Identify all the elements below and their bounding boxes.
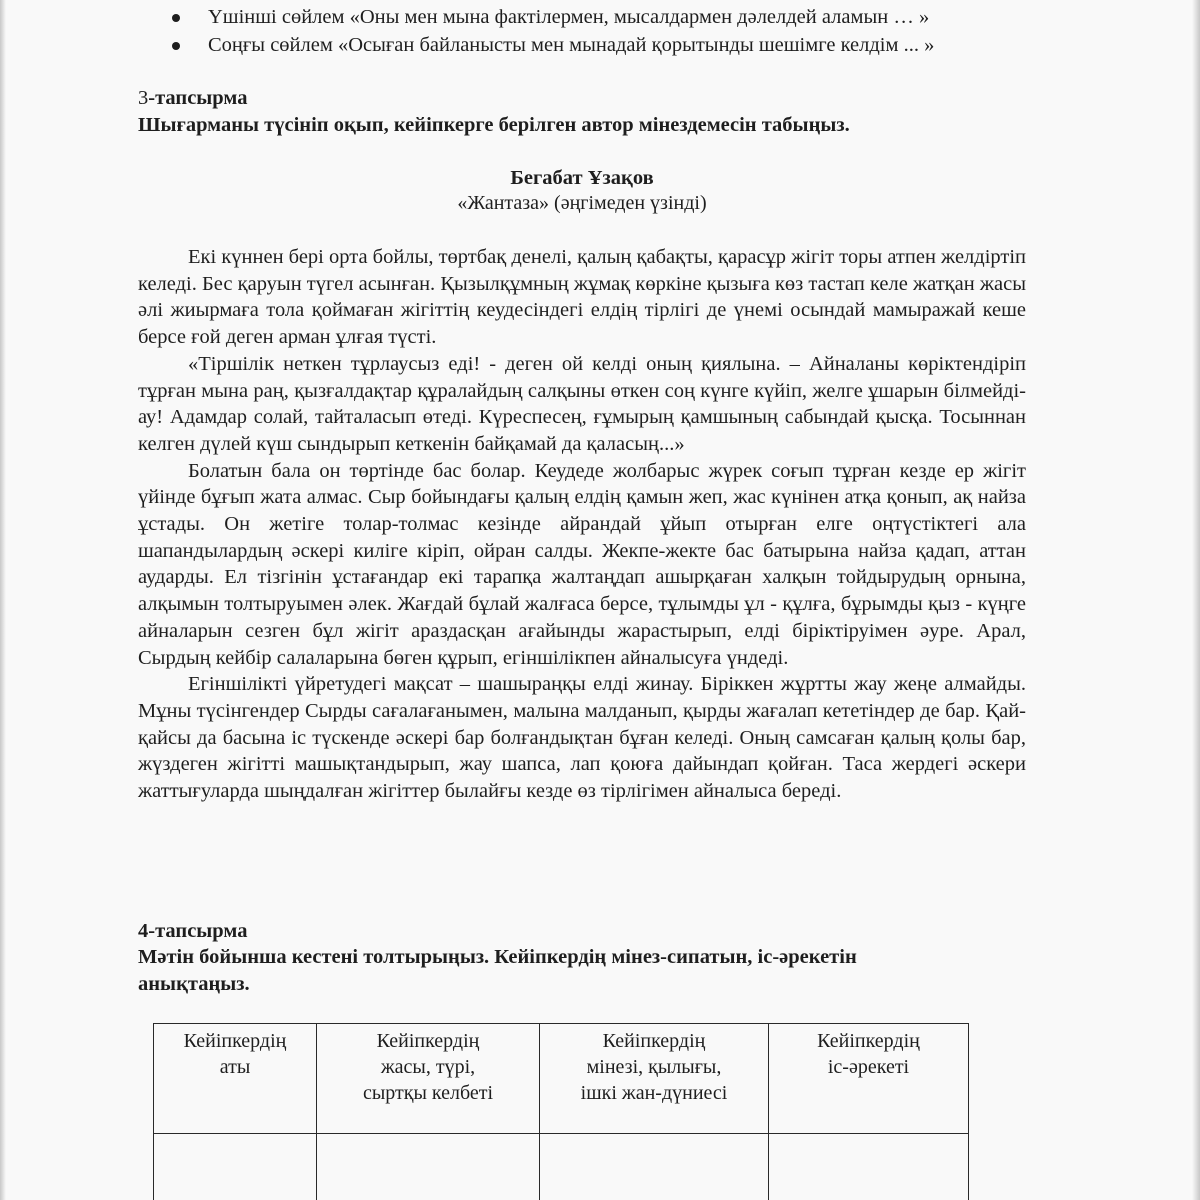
task3-heading <box>138 85 247 112</box>
table-header-cell-character <box>540 1024 769 1134</box>
task3-word: -тапсырма <box>148 87 248 109</box>
table-cell-empty[interactable] <box>769 1134 969 1200</box>
table-cell-empty[interactable] <box>540 1134 769 1200</box>
header-line: Кейіпкердің <box>376 1030 480 1052</box>
excerpt-paragraph: Екі күннен бері орта бойлы, төртбақ денелі, қалың қабақты, қарасұр жігіт торы атпен желдіртіп келеді. Бес қаруын түгел асынған. Қызылқұмның жұмақ көркіне қызыға көз тастап келе жатқан жасы әлі жиырмаға тола қоймаған жігіттің кеудесіндегі елдің тірлігі де үнемі осындай мамыражай кеше берсе ғой деген арман ұлғая түсті. <box>138 246 1026 349</box>
header-line: жасы, түрі, <box>380 1056 476 1078</box>
header-line: сыртқы келбеті <box>362 1082 494 1104</box>
table-header-cell-name <box>154 1024 317 1134</box>
task4-instruction: Мәтін бойынша кестені толтырыңыз. Кейіпкердің мінез-сипатын, іс-әрекетін анықтаңыз. <box>138 946 857 995</box>
excerpt-body <box>138 244 1026 805</box>
excerpt-paragraph: «Тіршілік неткен тұрлаусыз еді! - деген ой келді оның қиялына. – Айналаны көріктендіріп тұрған мына раң, қызғалдақтар құралайдың салқыны өткен соң күнге күйіп, желге ұшарын білмейді-ау! Адамдар солай, тайталасып өтеді. Күреспесең, ғұмырың қамшының сабындай қысқа. Тосыннан келген дүлей күш сындырып кеткенін байқамай да қаласың...» <box>138 352 1026 455</box>
excerpt-paragraph: Болатын бала он төртінде бас болар. Кеудеде жолбарыс жүрек соғып тұрған кезде ер жігіт үйінде бұғып жата алмас. Сыр бойындағы қалың елдің қамын жеп, жас күнінен атқа қонып, ақ найза ұстады. Он жетіге толар-толмас кезінде айрандай ұйып отырған елге оңтүстіктегі ала шапандылардың әскері килігe кіріп, ойран салды. Жекпе-жекте бас батырына найза қадап, аттан аударды. Ел тізгінін ұстағандар екі тарапқа жалтаңдап ашырқаған халқын тойдырудың орнына, алқымын толтыруымен әлек. Жағдай бұлай жалғаса берсе, тұлымды ұл - құлға, бұрымды қыз - күңге айналарын сезген бұл жігіт араздасқан ағайынды жарастырып, елді біріктіруімен әуре. Арал, Сырдың кейбір салаларына бөген құрып, егіншілікпен айналысуға үндеді. <box>138 459 1026 669</box>
task4-heading: 4-тапсырма <box>138 920 248 942</box>
page-edge-shadow-right <box>1192 0 1200 1200</box>
table-cell-empty[interactable] <box>154 1134 317 1200</box>
task3-instruction: Шығарманы түсініп оқып, кейіпкерге берілген автор мінездемесін табыңыз. <box>138 114 850 136</box>
excerpt-author: Бегабат Ұзақов <box>510 167 654 189</box>
bullet-icon <box>172 14 180 22</box>
character-table <box>153 1023 969 1200</box>
bullet-text: Үшінші сөйлем «Оны мен мына фактілермен, мысалдармен дәлелдей аламын … » <box>208 6 930 28</box>
excerpt-paragraph: Егіншілікті үйретудегі мақсат – шашыраңқы елді жинау. Біріккен жұртты жау жеңе алмайды. Мұны түсінгендер Сырды сағалағанымен, малына малданып, қырды жағалап кететіндер де бар. Қай-қайсы да басына іс түскенде әскері бар болғандықтан бұған келеді. Оның самсаған қалың қолы бар, жүздеген жігітті машықтандырып, жау шапса, лап қоюға дайындап қойған. Таса жердегі әскери жаттығуларда шыңдалған жігіттер былайғы кезде өз тірлігімен айналыса береді. <box>138 673 1026 803</box>
header-line: Кейіпкердің <box>183 1030 287 1052</box>
bullet-list <box>172 3 934 59</box>
header-line: Кейіпкердің <box>602 1030 706 1052</box>
table-header-cell-appearance <box>317 1024 540 1134</box>
task3-number: 3 <box>138 87 149 109</box>
table-header-cell-actions <box>769 1024 969 1134</box>
header-line: Кейіпкердің <box>817 1030 920 1052</box>
bullet-item <box>172 31 934 59</box>
header-line: мінезі, қылығы, <box>586 1056 722 1078</box>
excerpt-title: «Жантаза» (әңгімеден үзінді) <box>457 192 707 214</box>
header-line: ішкі жан-дүниесі <box>580 1082 728 1104</box>
header-line: аты <box>219 1056 251 1078</box>
header-line: іс-әрекеті <box>827 1056 910 1078</box>
table-row <box>154 1134 969 1200</box>
bullet-text: Соңғы сөйлем «Осыған байланысты мен мынадай қорытынды шешімге келдім ... » <box>208 34 935 56</box>
table-header-row <box>154 1024 969 1134</box>
table-cell-empty[interactable] <box>317 1134 540 1200</box>
bullet-item <box>172 3 934 31</box>
bullet-icon <box>172 42 180 50</box>
